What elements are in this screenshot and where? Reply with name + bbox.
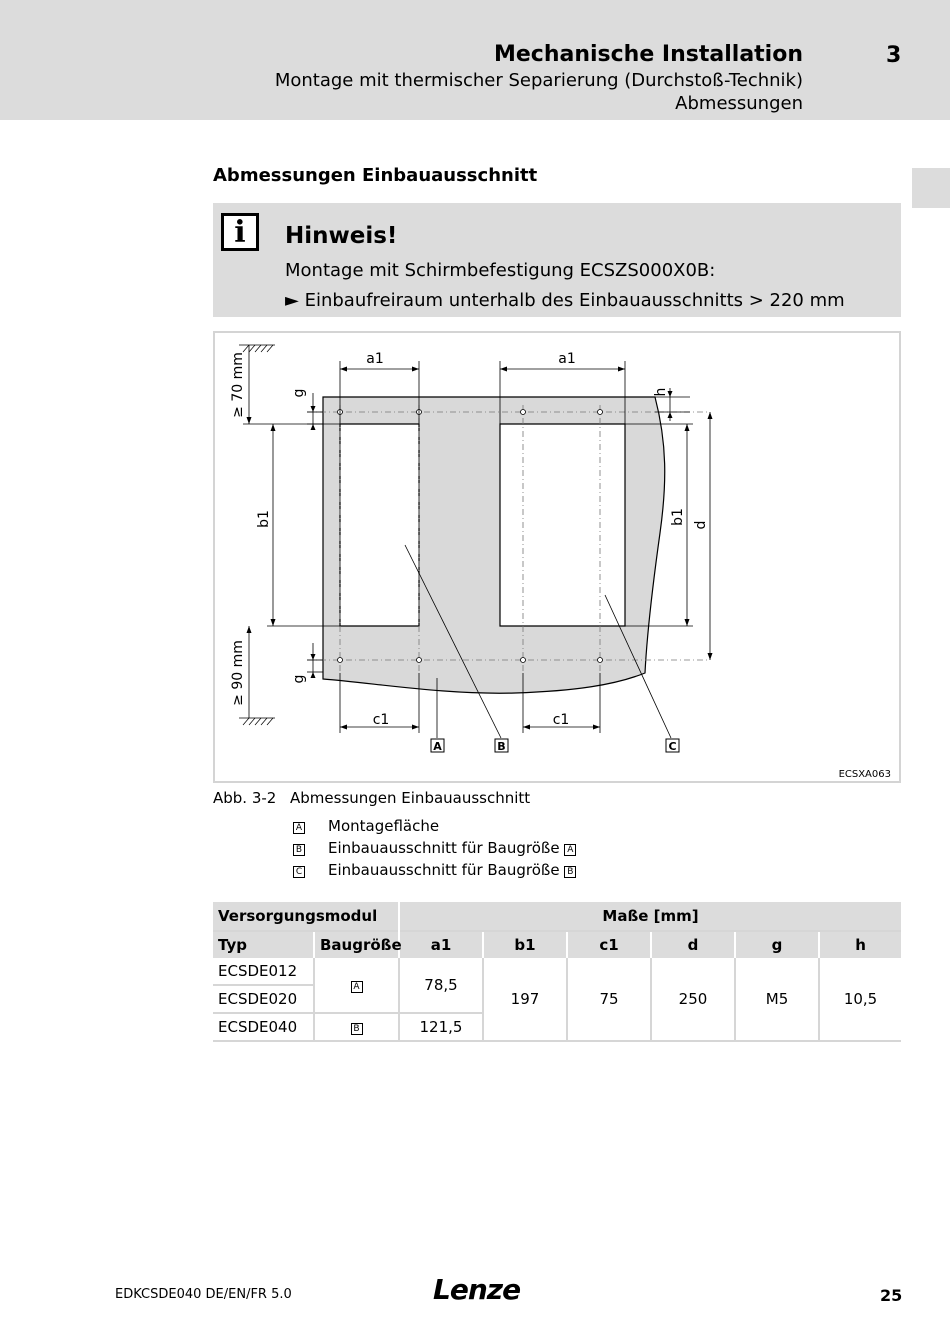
dimension-drawing <box>215 333 903 785</box>
size-badge-b: B <box>351 1023 363 1035</box>
legend-label: Einbauausschnitt für Baugröße <box>328 861 560 879</box>
table-column-header <box>213 931 901 958</box>
cell-d: 250 <box>651 958 735 1041</box>
page-number: 25 <box>880 1286 903 1305</box>
size-badge-a: A <box>351 981 363 993</box>
dimension-figure <box>213 331 901 783</box>
header-subsection: Abmessungen <box>675 93 803 114</box>
header-subtitle: Montage mit thermischer Separierung (Durchstoß-Technik) <box>274 70 803 91</box>
label-h: h <box>653 387 669 397</box>
bullet-arrow-icon: ► <box>285 290 299 311</box>
figure-caption <box>213 789 531 807</box>
note-bullet-text: Einbaufreiraum unterhalb des Einbauausschnitts > 220 mm <box>304 290 845 311</box>
figure-code: ECSXA063 <box>838 769 891 780</box>
label-a1-right: a1 <box>558 351 576 367</box>
label-a1-left: a1 <box>366 351 384 367</box>
lenze-logo: Lenze <box>433 1273 521 1306</box>
cell-a1: 121,5 <box>399 1013 483 1041</box>
marker-b-letter: B <box>497 740 506 753</box>
legend-label: Einbauausschnitt für Baugröße <box>328 839 560 857</box>
legend-ref: A <box>564 844 576 856</box>
legend-ref: B <box>564 866 576 878</box>
label-b1-left: b1 <box>256 510 272 528</box>
col-header-d: d <box>651 931 735 958</box>
mounting-plate <box>323 397 665 693</box>
note-box <box>213 203 901 317</box>
section-title: Abmessungen Einbauausschnitt <box>213 165 538 186</box>
page-header <box>0 0 950 120</box>
marker-b <box>495 739 508 753</box>
label-top-clearance: ≥ 70 mm <box>230 352 246 418</box>
legend-text <box>328 839 576 857</box>
chapter-tab <box>912 168 950 208</box>
group-header-dimensions: Maße [mm] <box>399 902 901 931</box>
cell-g: M5 <box>735 958 819 1041</box>
cell-baugroesse <box>314 958 399 1013</box>
legend-key-b: B <box>293 844 305 856</box>
label-bottom-clearance: ≥ 90 mm <box>230 640 246 706</box>
col-header-c1: c1 <box>567 931 651 958</box>
label-c1-right: c1 <box>552 712 570 728</box>
note-text: Montage mit Schirmbefestigung ECSZS000X0B: <box>285 260 716 281</box>
label-b1-right: b1 <box>670 508 686 526</box>
cell-typ: ECSDE020 <box>213 985 314 1013</box>
note-bullet-item <box>285 290 845 311</box>
table-row <box>213 958 901 985</box>
info-icon <box>221 213 259 251</box>
footer-doc-id: EDKCSDE040 DE/EN/FR 5.0 <box>115 1287 292 1302</box>
header-title: Mechanische Installation <box>493 42 803 67</box>
cell-h: 10,5 <box>819 958 901 1041</box>
legend-text <box>328 817 439 835</box>
marker-c <box>666 739 679 753</box>
label-g-top: g <box>291 388 307 398</box>
marker-c-letter: C <box>668 740 677 753</box>
legend-key-c: C <box>293 866 305 878</box>
cell-c1: 75 <box>567 958 651 1041</box>
note-title: Hinweis! <box>285 223 398 249</box>
legend-text <box>328 861 576 879</box>
cell-typ: ECSDE040 <box>213 1013 314 1041</box>
col-header-a1: a1 <box>399 931 483 958</box>
info-icon-glyph: i <box>234 215 246 250</box>
chapter-number: 3 <box>886 43 902 68</box>
col-header-baugroesse: Baugröße <box>314 931 399 958</box>
label-d: d <box>693 520 709 530</box>
caption-number: Abb. 3-2 <box>213 789 277 807</box>
legend-key-a: A <box>293 822 305 834</box>
col-header-h: h <box>819 931 901 958</box>
caption-text: Abmessungen Einbauausschnitt <box>290 789 531 807</box>
cell-b1: 197 <box>483 958 567 1041</box>
marker-a-letter: A <box>433 740 442 753</box>
cell-typ: ECSDE012 <box>213 958 314 985</box>
legend-item <box>293 817 440 835</box>
marker-a <box>431 739 444 753</box>
cell-baugroesse <box>314 1013 399 1041</box>
col-header-typ: Typ <box>213 931 314 958</box>
legend-item <box>293 861 574 879</box>
cell-a1: 78,5 <box>399 958 483 1013</box>
group-header-module: Versorgungsmodul <box>213 902 399 931</box>
col-header-g: g <box>735 931 819 958</box>
label-c1-left: c1 <box>372 712 390 728</box>
dimensions-table <box>213 902 901 1042</box>
legend-label: Montagefläche <box>328 817 440 835</box>
legend-item <box>293 839 574 857</box>
label-g-bottom: g <box>291 674 307 684</box>
col-header-b1: b1 <box>483 931 567 958</box>
table-group-header <box>213 902 901 931</box>
